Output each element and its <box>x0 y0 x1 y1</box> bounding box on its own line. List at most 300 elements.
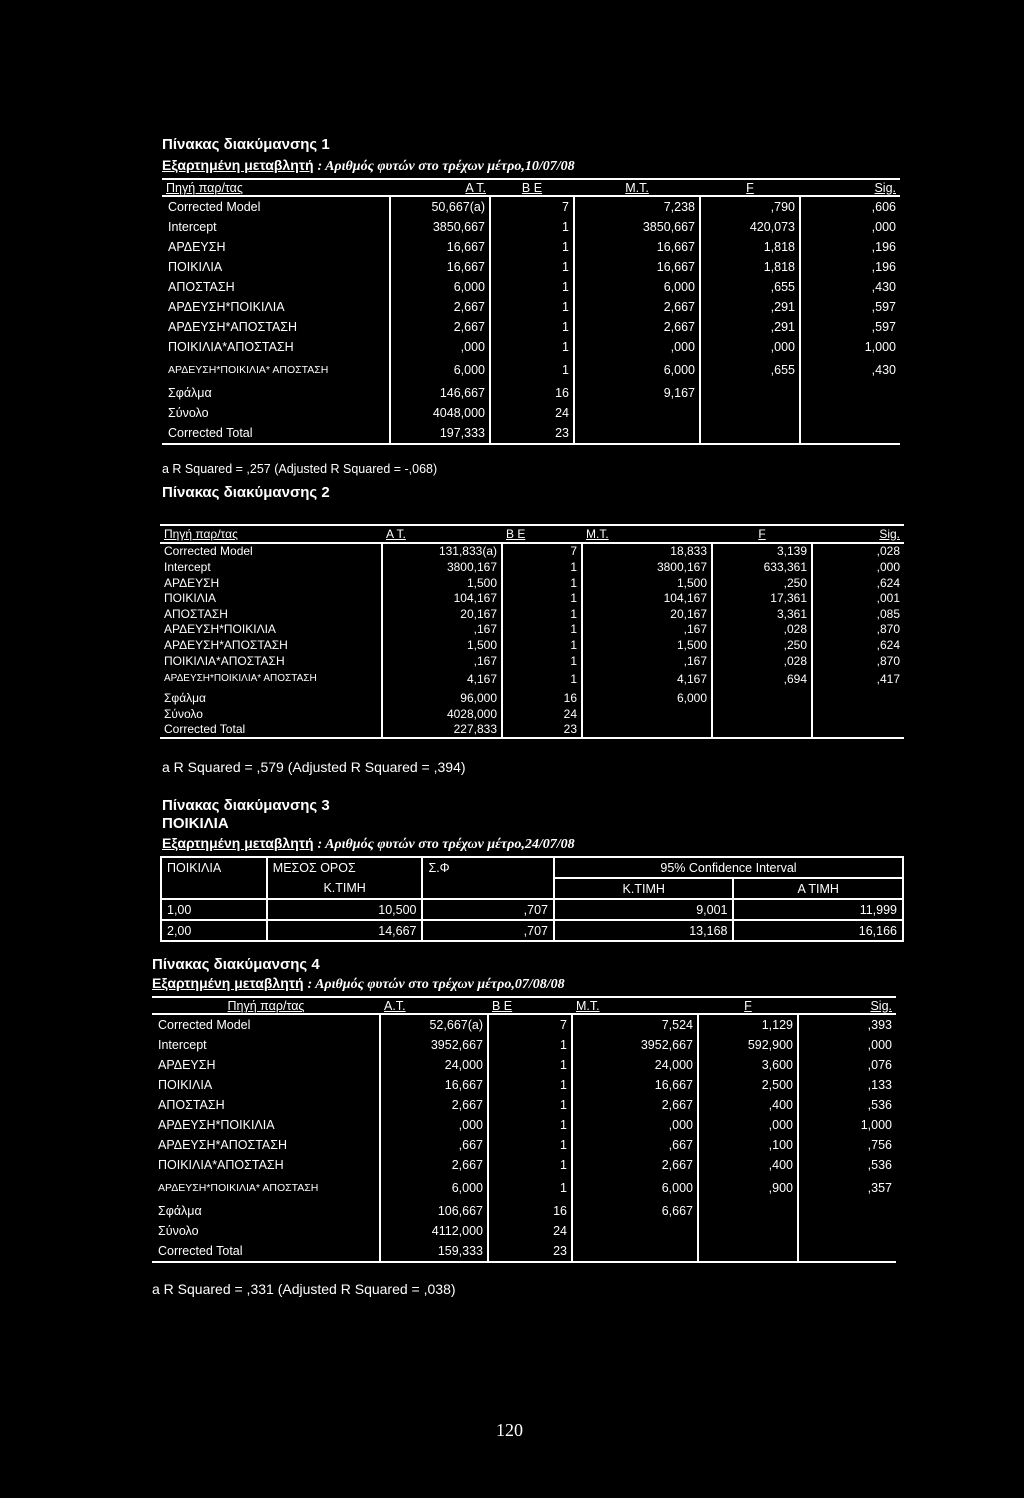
table-cell: 6,000 <box>582 690 712 706</box>
table-cell: 16 <box>490 383 574 403</box>
row-label: ΑΡΔΕΥΣΗ <box>162 237 390 257</box>
table-cell: ,000 <box>572 1115 698 1135</box>
table-row <box>160 690 904 706</box>
col-header: Πηγή παρ/τας <box>152 997 380 1014</box>
table-cell: ,400 <box>698 1155 798 1175</box>
table-cell: 52,667(a) <box>380 1014 488 1035</box>
table-cell: ,900 <box>698 1175 798 1201</box>
table-row <box>162 337 900 357</box>
table-cell: 9,167 <box>574 383 700 403</box>
table-cell <box>800 423 900 444</box>
row-label: ΑΠΟΣΤΑΣΗ <box>152 1095 380 1115</box>
table-row <box>152 1241 896 1262</box>
table-cell: ,707 <box>422 920 554 941</box>
col-header: F <box>700 179 800 196</box>
col-header: Μ.Τ. <box>574 179 700 196</box>
table-cell: ,597 <box>800 317 900 337</box>
table-cell: 20,167 <box>382 606 502 622</box>
row-label: ΠΟΙΚΙΛΙΑ <box>160 590 382 606</box>
table3-dependent-variable <box>162 835 575 853</box>
table-cell: ,028 <box>712 653 812 669</box>
table-cell: 633,361 <box>712 559 812 575</box>
table-cell: 1 <box>502 653 582 669</box>
col-header: Sig. <box>800 179 900 196</box>
table-row <box>160 637 904 653</box>
table-cell: ,707 <box>422 899 554 920</box>
row-label: Σφάλμα <box>152 1201 380 1221</box>
table-cell: ,606 <box>800 196 900 217</box>
table-row <box>160 653 904 669</box>
table-cell: 2,667 <box>572 1155 698 1175</box>
table-cell: ,291 <box>700 317 800 337</box>
table-cell <box>574 403 700 423</box>
table-cell: 3,361 <box>712 606 812 622</box>
table-cell <box>812 690 904 706</box>
table-cell: 4,167 <box>582 668 712 690</box>
table-cell <box>698 1221 798 1241</box>
table-cell: 1 <box>488 1035 572 1055</box>
table-row <box>160 706 904 722</box>
row-label: Corrected Total <box>152 1241 380 1262</box>
col-header: Α Τ. <box>390 179 490 196</box>
table2-note: a R Squared = ,579 (Adjusted R Squared = ,394) <box>162 759 466 775</box>
table-header-row <box>162 179 900 196</box>
table-cell: ,133 <box>798 1075 896 1095</box>
table-cell <box>700 423 800 444</box>
dep-value: : Αριθμός φυτών στο τρέχων μέτρο,24/07/08 <box>317 837 575 852</box>
table-cell <box>812 706 904 722</box>
table-cell: 1,000 <box>800 337 900 357</box>
table-cell: ,000 <box>800 217 900 237</box>
row-label: Corrected Model <box>162 196 390 217</box>
table-cell: ,000 <box>574 337 700 357</box>
table-cell: ,536 <box>798 1155 896 1175</box>
row-label: ΠΟΙΚΙΛΙΑ <box>162 257 390 277</box>
table-row <box>162 297 900 317</box>
table-cell <box>572 1241 698 1262</box>
col-header: Α Τ. <box>382 525 502 543</box>
table-cell: 16 <box>488 1201 572 1221</box>
table-cell: ,756 <box>798 1135 896 1155</box>
table-cell: ,430 <box>800 357 900 383</box>
col-header: Πηγή παρ/τας <box>160 525 382 543</box>
row-label: ΑΡΔΕΥΣΗ*ΠΟΙΚΙΛΙΑ* ΑΠΟΣΤΑΣΗ <box>162 357 390 383</box>
table-cell: ,694 <box>712 668 812 690</box>
row-label: ΑΡΔΕΥΣΗ*ΑΠΟΣΤΑΣΗ <box>160 637 382 653</box>
table-cell: ,430 <box>800 277 900 297</box>
table-cell: ,870 <box>812 622 904 638</box>
table-row <box>152 1095 896 1115</box>
table-cell: 24,000 <box>380 1055 488 1075</box>
table-cell: ,001 <box>812 590 904 606</box>
table1-note: a R Squared = ,257 (Adjusted R Squared = -,068) <box>162 462 438 476</box>
table-cell: 17,361 <box>712 590 812 606</box>
dep-label: Εξαρτημένη μεταβλητή <box>162 157 314 173</box>
table-subheader-row <box>161 878 903 899</box>
table-cell: 3850,667 <box>390 217 490 237</box>
table-cell: ,100 <box>698 1135 798 1155</box>
table-cell: 227,833 <box>382 722 502 739</box>
table-cell: 9,001 <box>554 899 733 920</box>
col-header: Μ.Τ. <box>572 997 698 1014</box>
table-cell: ,000 <box>812 559 904 575</box>
row-label: ΑΡΔΕΥΣΗ*ΑΠΟΣΤΑΣΗ <box>152 1135 380 1155</box>
table-cell: 6,000 <box>390 357 490 383</box>
table-row <box>160 606 904 622</box>
table-row <box>160 722 904 739</box>
table-cell: ,870 <box>812 653 904 669</box>
table-cell: 6,000 <box>390 277 490 297</box>
table-cell: 1,129 <box>698 1014 798 1035</box>
table-cell: ,597 <box>800 297 900 317</box>
table3-means <box>160 856 904 942</box>
col-subheader: Κ.ΤΙΜΗ <box>323 881 366 895</box>
table-cell <box>582 722 712 739</box>
col-header: F <box>698 997 798 1014</box>
table-cell: 1,500 <box>582 637 712 653</box>
table-cell: 2,500 <box>698 1075 798 1095</box>
dep-label: Εξαρτημένη μεταβλητή <box>152 975 304 991</box>
table-cell: 18,833 <box>582 543 712 560</box>
table-cell: 2,667 <box>572 1095 698 1115</box>
table-cell: 1 <box>490 257 574 277</box>
table-cell: 50,667(a) <box>390 196 490 217</box>
table-cell: 1 <box>502 637 582 653</box>
row-label: Intercept <box>162 217 390 237</box>
table-cell: 1 <box>490 237 574 257</box>
table-cell: 2,667 <box>390 297 490 317</box>
table-cell: 1 <box>488 1135 572 1155</box>
table-cell: ,357 <box>798 1175 896 1201</box>
table-cell: 6,000 <box>574 277 700 297</box>
table-cell: 13,168 <box>554 920 733 941</box>
table-cell: 1,818 <box>700 257 800 277</box>
table-cell: 3,139 <box>712 543 812 560</box>
table-row <box>152 1135 896 1155</box>
table1-dependent-variable <box>162 157 575 175</box>
table-cell: 24 <box>488 1221 572 1241</box>
table-cell: ,291 <box>700 297 800 317</box>
table-cell <box>572 1221 698 1241</box>
table-cell: ,000 <box>700 337 800 357</box>
table-cell <box>712 690 812 706</box>
table-cell: 6,000 <box>574 357 700 383</box>
col-subheader: Α ΤΙΜΗ <box>733 878 903 899</box>
dep-value: : Αριθμός φυτών στο τρέχων μέτρο,10/07/08 <box>317 159 575 174</box>
table2-title: Πίνακας διακύμανσης 2 <box>162 484 330 501</box>
table-cell: ,000 <box>798 1035 896 1055</box>
table-cell <box>798 1201 896 1221</box>
table-row <box>152 1055 896 1075</box>
table-row <box>162 257 900 277</box>
table-cell: ,000 <box>380 1115 488 1135</box>
table-row <box>162 217 900 237</box>
table-cell <box>712 722 812 739</box>
table-row <box>152 1155 896 1175</box>
table-cell: 1 <box>502 668 582 690</box>
table-cell: 16,667 <box>380 1075 488 1095</box>
row-label: ΠΟΙΚΙΛΙΑ*ΑΠΟΣΤΑΣΗ <box>160 653 382 669</box>
table-cell: 1,500 <box>382 575 502 591</box>
table2-anova <box>160 524 904 739</box>
table-row <box>161 920 903 941</box>
table-cell: 23 <box>490 423 574 444</box>
row-label: ΑΡΔΕΥΣΗ*ΠΟΙΚΙΛΙΑ <box>162 297 390 317</box>
table-header-row <box>161 857 903 878</box>
table-cell: ,393 <box>798 1014 896 1035</box>
table-cell: 1,818 <box>700 237 800 257</box>
table-cell: 1,000 <box>798 1115 896 1135</box>
table-cell: ,085 <box>812 606 904 622</box>
table-cell: 2,667 <box>380 1095 488 1115</box>
col-header: ΜΕΣΟΣ ΟΡΟΣ <box>272 861 356 875</box>
table-cell: 16,667 <box>574 237 700 257</box>
table-cell: 7 <box>502 543 582 560</box>
row-label: ΠΟΙΚΙΛΙΑ*ΑΠΟΣΤΑΣΗ <box>152 1155 380 1175</box>
row-label: ΠΟΙΚΙΛΙΑ*ΑΠΟΣΤΑΣΗ <box>162 337 390 357</box>
table-cell: ,000 <box>390 337 490 357</box>
table-row <box>160 575 904 591</box>
row-label: Corrected Total <box>160 722 382 739</box>
table-cell <box>574 423 700 444</box>
table-row <box>152 1115 896 1135</box>
table-cell: 3,600 <box>698 1055 798 1075</box>
table-cell <box>800 383 900 403</box>
table-cell: ,250 <box>712 575 812 591</box>
table-cell <box>698 1241 798 1262</box>
table-cell: 1 <box>490 277 574 297</box>
table-cell: 24 <box>502 706 582 722</box>
table-row <box>160 559 904 575</box>
dep-value: : Αριθμός φυτών στο τρέχων μέτρο,07/08/08 <box>307 977 565 992</box>
table-cell: 1 <box>488 1115 572 1135</box>
row-label: ΑΡΔΕΥΣΗ*ΠΟΙΚΙΛΙΑ <box>152 1115 380 1135</box>
table-cell: 23 <box>502 722 582 739</box>
row-label: Intercept <box>160 559 382 575</box>
table-row <box>160 668 904 690</box>
table-cell: ,076 <box>798 1055 896 1075</box>
table-cell: ,167 <box>382 622 502 638</box>
table-row <box>152 1221 896 1241</box>
table-row <box>152 1035 896 1055</box>
table-row <box>152 1175 896 1201</box>
table-cell: 131,833(a) <box>382 543 502 560</box>
table-cell: ,250 <box>712 637 812 653</box>
table-cell: 6,667 <box>572 1201 698 1221</box>
col-header: F <box>712 525 812 543</box>
row-label: ΑΡΔΕΥΣΗ <box>152 1055 380 1075</box>
row-label: ΑΡΔΕΥΣΗ*ΠΟΙΚΙΛΙΑ <box>160 622 382 638</box>
table-cell: 16,667 <box>574 257 700 277</box>
table-cell: 4,167 <box>382 668 502 690</box>
table-cell: 1 <box>488 1095 572 1115</box>
table-cell: 1 <box>490 217 574 237</box>
row-label: Σφάλμα <box>162 383 390 403</box>
table-row <box>161 899 903 920</box>
table-cell <box>798 1241 896 1262</box>
table-cell <box>582 706 712 722</box>
table4-note: a R Squared = ,331 (Adjusted R Squared = ,038) <box>152 1281 456 1297</box>
table-cell: ,196 <box>800 257 900 277</box>
table-row <box>160 622 904 638</box>
table-cell: 104,167 <box>582 590 712 606</box>
table-cell: 14,667 <box>378 923 417 938</box>
table-cell: 2,667 <box>380 1155 488 1175</box>
col-header: Α.Τ. <box>380 997 488 1014</box>
table-row <box>152 1075 896 1095</box>
table-cell: 2,667 <box>574 317 700 337</box>
col-header: ΠΟΙΚΙΛΙΑ <box>161 857 267 878</box>
table-cell: ,667 <box>572 1135 698 1155</box>
row-label: Σφάλμα <box>160 690 382 706</box>
col-header: 95% Confidence Interval <box>554 857 903 878</box>
row-label: ΑΡΔΕΥΣΗ*ΠΟΙΚΙΛΙΑ* ΑΠΟΣΤΑΣΗ <box>152 1175 380 1201</box>
table-cell: 1,500 <box>582 575 712 591</box>
table-cell: 16,667 <box>390 257 490 277</box>
table-cell: 1 <box>502 590 582 606</box>
table-cell: 159,333 <box>380 1241 488 1262</box>
table3-subtitle: ΠΟΙΚΙΛΙΑ <box>162 815 229 832</box>
table-cell: 146,667 <box>390 383 490 403</box>
col-header: Sig. <box>798 997 896 1014</box>
row-label: Σύνολο <box>162 403 390 423</box>
col-header: Β Ε <box>490 179 574 196</box>
table-cell: ,790 <box>700 196 800 217</box>
table-cell: 7,238 <box>574 196 700 217</box>
table-cell <box>712 706 812 722</box>
table-cell: 7 <box>488 1014 572 1035</box>
row-label: Corrected Model <box>152 1014 380 1035</box>
table-cell: 3952,667 <box>572 1035 698 1055</box>
dep-label: Εξαρτημένη μεταβλητή <box>162 835 314 851</box>
table-cell: 20,167 <box>582 606 712 622</box>
table-cell: 6,000 <box>380 1175 488 1201</box>
table-row <box>152 1201 896 1221</box>
table-cell: 197,333 <box>390 423 490 444</box>
row-label: Corrected Total <box>162 423 390 444</box>
row-label: ΑΠΟΣΤΑΣΗ <box>162 277 390 297</box>
table-row <box>162 277 900 297</box>
table-cell: 1 <box>488 1055 572 1075</box>
table-cell: ,417 <box>812 668 904 690</box>
table-row <box>162 403 900 423</box>
row-label: ΑΡΔΕΥΣΗ*ΠΟΙΚΙΛΙΑ* ΑΠΟΣΤΑΣΗ <box>160 668 382 690</box>
col-header: Β Ε <box>502 525 582 543</box>
col-subheader: Κ.ΤΙΜΗ <box>554 878 733 899</box>
table-cell: ,167 <box>582 653 712 669</box>
table-cell <box>698 1201 798 1221</box>
row-label: Corrected Model <box>160 543 382 560</box>
table-cell <box>812 722 904 739</box>
table-cell: 1 <box>488 1155 572 1175</box>
row-label: Σύνολο <box>152 1221 380 1241</box>
table-cell: ,667 <box>380 1135 488 1155</box>
table-cell: ,028 <box>812 543 904 560</box>
table-row <box>162 237 900 257</box>
table-header-row <box>160 525 904 543</box>
table-cell: 7,524 <box>572 1014 698 1035</box>
table-cell: 420,073 <box>700 217 800 237</box>
table-cell: ,624 <box>812 637 904 653</box>
table-cell: ,400 <box>698 1095 798 1115</box>
row-label: ΑΡΔΕΥΣΗ <box>160 575 382 591</box>
table-row <box>160 590 904 606</box>
table-cell: 1 <box>502 606 582 622</box>
table-cell: ,167 <box>382 653 502 669</box>
table-cell: 592,900 <box>698 1035 798 1055</box>
table-cell: ,028 <box>712 622 812 638</box>
table-cell: 16,166 <box>733 920 903 941</box>
table-cell: 1 <box>490 297 574 317</box>
table-row <box>162 196 900 217</box>
row-label: ΠΟΙΚΙΛΙΑ <box>152 1075 380 1095</box>
table-cell: 106,667 <box>380 1201 488 1221</box>
table-cell: ,655 <box>700 357 800 383</box>
table-cell: 3800,167 <box>582 559 712 575</box>
table-cell: 6,000 <box>572 1175 698 1201</box>
table-cell: 2,00 <box>161 920 267 941</box>
table-cell: 10,500 <box>378 902 417 917</box>
table-cell: ,624 <box>812 575 904 591</box>
table-cell: 1 <box>502 622 582 638</box>
col-header: Πηγή παρ/τας <box>162 179 390 196</box>
table3-title: Πίνακας διακύμανσης 3 <box>162 797 330 814</box>
table-cell: ,000 <box>698 1115 798 1135</box>
col-header: Sig. <box>812 525 904 543</box>
table-cell: 4048,000 <box>390 403 490 423</box>
table4-dependent-variable <box>152 975 565 993</box>
table1-anova <box>162 178 900 445</box>
table-cell: 3850,667 <box>574 217 700 237</box>
table-cell: ,196 <box>800 237 900 257</box>
table-cell: 1,500 <box>382 637 502 653</box>
table-cell: ,655 <box>700 277 800 297</box>
table-row <box>162 383 900 403</box>
table-cell: 11,999 <box>733 899 903 920</box>
table-cell: 3952,667 <box>380 1035 488 1055</box>
table-cell: 1 <box>488 1075 572 1095</box>
table-cell: 16,667 <box>390 237 490 257</box>
table-row <box>162 317 900 337</box>
row-label: Intercept <box>152 1035 380 1055</box>
table4-anova <box>152 996 896 1263</box>
table-row <box>162 357 900 383</box>
table-cell: ,167 <box>582 622 712 638</box>
table-cell <box>798 1221 896 1241</box>
table-header-row <box>152 997 896 1014</box>
table-cell: 3800,167 <box>382 559 502 575</box>
table-cell: 24,000 <box>572 1055 698 1075</box>
table-cell <box>700 383 800 403</box>
table1-title: Πίνακας διακύμανσης 1 <box>162 136 330 153</box>
table-cell: 16 <box>502 690 582 706</box>
table-cell: 1 <box>490 337 574 357</box>
row-label: ΑΡΔΕΥΣΗ*ΑΠΟΣΤΑΣΗ <box>162 317 390 337</box>
table-cell: 1,00 <box>161 899 267 920</box>
table-cell: 4028,000 <box>382 706 502 722</box>
table-cell: 1 <box>490 317 574 337</box>
row-label: ΑΠΟΣΤΑΣΗ <box>160 606 382 622</box>
col-header: Μ.Τ. <box>582 525 712 543</box>
table-cell: 104,167 <box>382 590 502 606</box>
col-header: Β Ε <box>488 997 572 1014</box>
page-number: 120 <box>496 1420 523 1440</box>
table-cell <box>800 403 900 423</box>
table-row <box>162 423 900 444</box>
table-cell: ,536 <box>798 1095 896 1115</box>
table-cell: 16,667 <box>572 1075 698 1095</box>
table-cell: 7 <box>490 196 574 217</box>
